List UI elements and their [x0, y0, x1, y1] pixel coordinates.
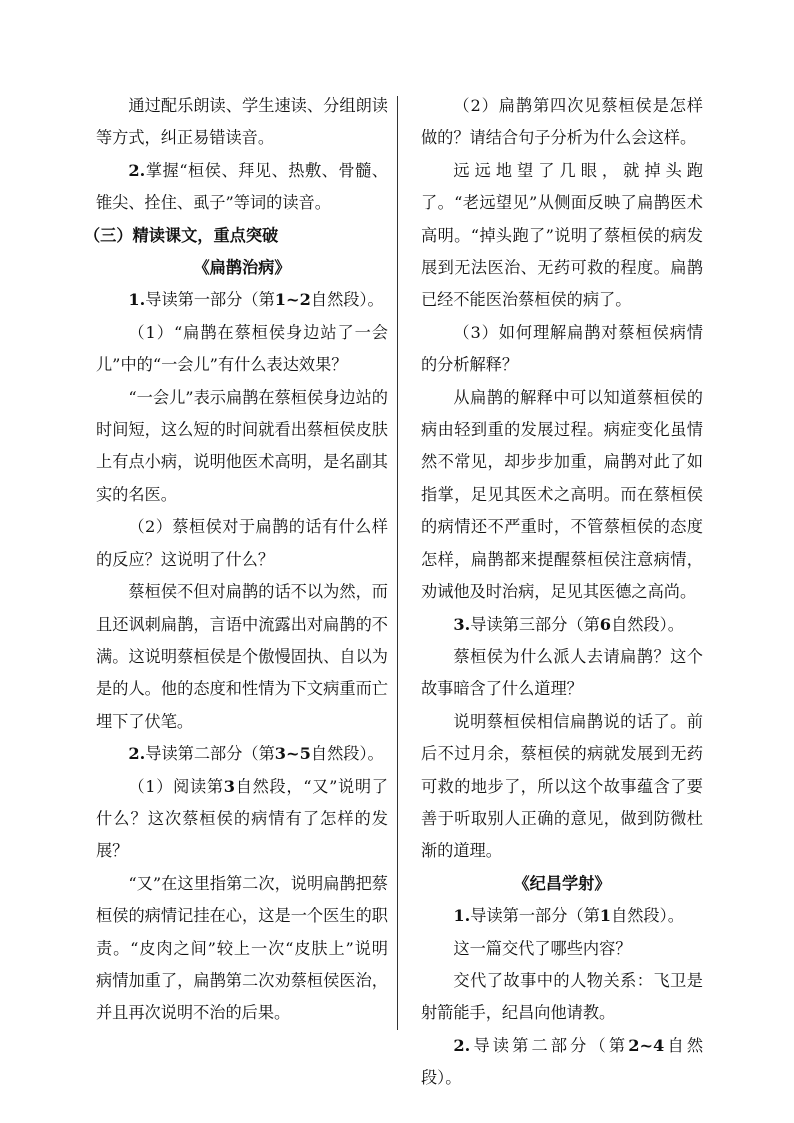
question-3: [96, 771, 388, 868]
story-title-bianque: 《扁鹊治病》: [193, 258, 291, 278]
answer-3: “又”在这里指第二次，说明扁鹊把蔡桓侯的病情记挂在心，这是一个医生的职责。“皮肉之间”较上一次“皮肤上”说明病情加重了，扁鹊第二次劝蔡桓侯医治，并且再次说明不治的后果。: [96, 873, 388, 1023]
question-2: （2）蔡桓侯对于扁鹊的话有什么样的反应？这说明了什么？: [96, 517, 388, 569]
question-4: （2）扁鹊第四次见蔡桓侯是怎样做的？请结合句子分析为什么会这样。: [421, 96, 703, 148]
guide-text-end: 自然段）。: [611, 906, 684, 926]
item-number: 1.: [453, 906, 471, 926]
answer-2: 蔡桓侯不但对扁鹊的话不以为然，而且还讽刺扁鹊，言语中流露出对扁鹊的不满。这说明蔡桓侯是个傲慢固执、自以为是的人。他的态度和性情为下文病重而亡埋下了伏笔。: [96, 582, 388, 731]
paragraph-number: 3: [223, 776, 236, 796]
item-number: 2.: [453, 1035, 471, 1055]
paragraph-range: 6: [599, 614, 612, 634]
guide-part-two: [96, 738, 388, 770]
guide-text: 导读第二部分（第: [145, 744, 275, 764]
item-number: 2.: [128, 744, 146, 764]
answer-7: 交代了故事中的人物关系：飞卫是射箭能手，纪昌向他请教。: [421, 970, 703, 1023]
pronunciation-text: 掌握“桓侯、拜见、热敷、骨髓、锥尖、拴住、虱子”等词的读音。: [96, 160, 388, 213]
guide-text: 导读第一部分（第: [470, 906, 600, 926]
item-number: 2.: [128, 160, 146, 180]
guide-text-end: 自然段）。: [310, 290, 384, 310]
question-5: （3）如何理解扁鹊对蔡桓侯病情的分析解释？: [421, 322, 703, 375]
left-column: [84, 90, 388, 1030]
question-text: （1）阅读第: [128, 776, 224, 796]
question-7: 这一篇交代了哪些内容？: [453, 938, 632, 958]
section-heading: （三）精读课文，重点突破: [84, 225, 279, 245]
paragraph-pronunciation: [96, 155, 388, 220]
answer-4: 远远地望了几眼，就掉头跑了。“老远望见”从侧面反映了扁鹊医术高明。“掉头跑了”说明了蔡桓侯的病发展到无法医治、无药可救的程度。扁鹊已经不能医治蔡桓侯的病了。: [421, 160, 703, 310]
question-1: （1）“扁鹊在蔡桓侯身边站了一会儿”中的“一会儿”有什么表达效果？: [96, 322, 388, 375]
answer-6: 说明蔡桓侯相信扁鹊说的话了。前后不过月余，蔡桓侯的病就发展到无药可救的地步了，所以这个故事蕴含了要善于听取别人正确的意见，做到防微杜渐的道理。: [421, 711, 703, 861]
paragraph-range: 2~4: [628, 1035, 665, 1055]
paragraph-reading-methods: 通过配乐朗读、学生速读、分组朗读等方式，纠正易错读音。: [96, 96, 388, 148]
guide-text-end: 自然段）。: [611, 614, 684, 634]
question-6: 蔡桓侯为什么派人去请扁鹊？这个故事暗含了什么道理？: [421, 646, 703, 699]
guide-text-end: 自然段）。: [421, 1035, 704, 1088]
guide-part-one: [96, 284, 388, 316]
item-number: 1.: [128, 290, 146, 310]
guide-text-end: 自然段）。: [310, 744, 384, 764]
paragraph-range: 1~2: [274, 290, 311, 310]
paragraph-range: 1: [599, 906, 612, 926]
right-column: [421, 90, 703, 1095]
paragraph-range: 3~5: [274, 744, 311, 764]
item-number: 3.: [453, 614, 471, 634]
guide-text: 导读第三部分（第: [470, 614, 600, 634]
guide-jichang-part-two: [421, 1030, 703, 1095]
guide-jichang-part-one: [421, 900, 703, 932]
question-text-end: 自然段，“又”说明了什么？这次蔡桓侯的病情有了怎样的发展？: [96, 776, 388, 861]
column-divider: [397, 96, 398, 1030]
story-title-jichang: 《纪昌学射》: [513, 873, 611, 893]
guide-part-three: [421, 609, 703, 641]
guide-text: 导读第二部分（第: [470, 1035, 629, 1055]
guide-text: 导读第一部分（第: [145, 290, 275, 310]
answer-5: 从扁鹊的解释中可以知道蔡桓侯的病由轻到重的发展过程。病症变化虽情然不常见，却步步加重，扁鹊对此了如指掌，足见其医术之高明。而在蔡桓侯的病情还不严重时，不管蔡桓侯的态度怎样，扁鹊都来提醒蔡桓侯注意病情，劝诫他及时治病，足见其医德之高尚。: [421, 387, 703, 602]
answer-1: “一会儿”表示扁鹊在蔡桓侯身边站的时间短，这么短的时间就看出蔡桓侯皮肤上有点小病，说明他医术高明，是名副其实的名医。: [96, 387, 388, 504]
